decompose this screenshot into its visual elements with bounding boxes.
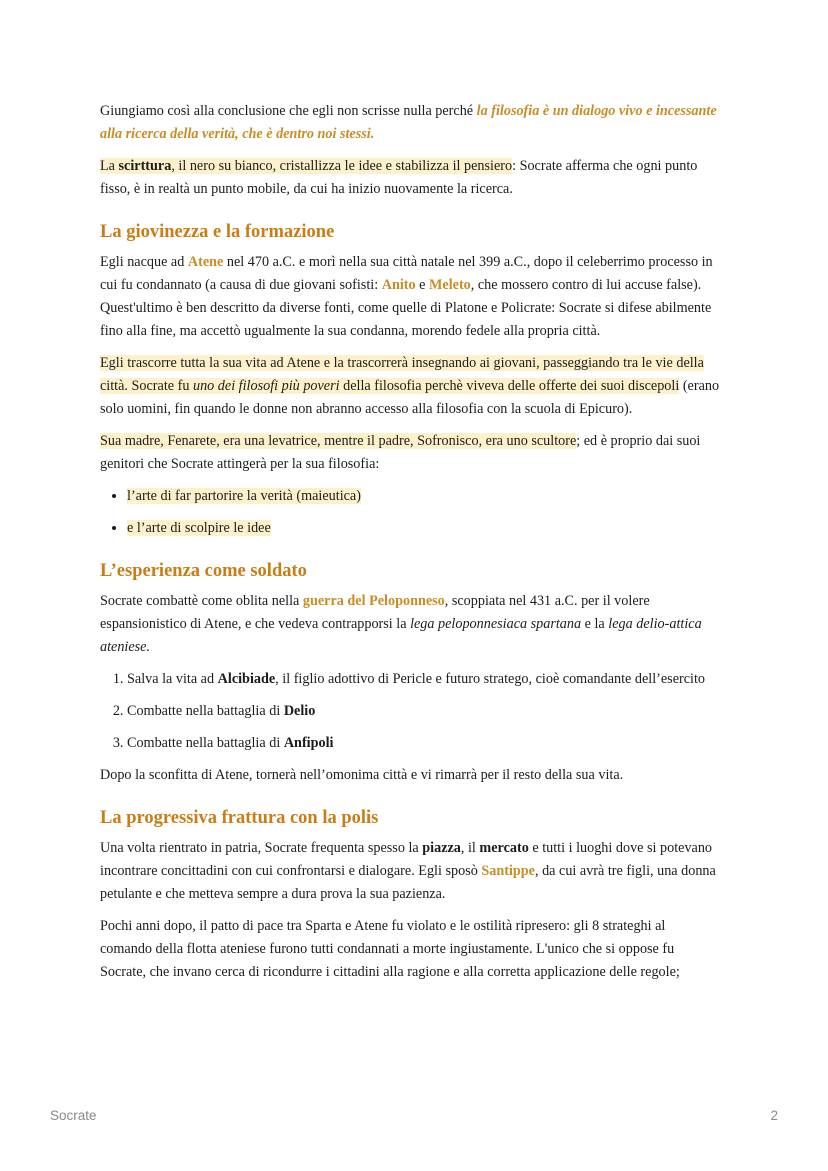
- paragraph-patria: [100, 837, 720, 906]
- list-item: [127, 668, 720, 691]
- text: Socrate combattè come oblita nella: [100, 593, 303, 609]
- heading-soldato: L’esperienza come soldato: [100, 561, 307, 581]
- heading-giovinezza: La giovinezza e la formazione: [100, 222, 335, 242]
- text: e: [415, 277, 430, 293]
- text: ; ed è proprio dai suoi genitori che Socrate attingerà per la sua filosofia:: [100, 433, 701, 472]
- bold-term: Delio: [283, 703, 316, 719]
- document-page: [100, 100, 720, 993]
- text: Combatte nella battaglia di: [127, 735, 284, 751]
- paragraph-genitori: [100, 430, 720, 476]
- paragraph-sconfitta: Dopo la sconfitta di Atene, tornerà nell’omonima città e vi rimarrà per il resto della sua vita.: [100, 767, 624, 783]
- highlighted-text: Sua madre, Fenarete, era una levatrice, mentre il padre, Sofronisco, era uno scultore: [100, 433, 577, 449]
- italic-text: lega delio-attica ateniese.: [100, 616, 702, 655]
- paragraph-conclusion: [100, 100, 720, 146]
- text: Giungiamo così alla conclusione che egli non scrisse nulla perché: [100, 103, 477, 119]
- italic-text: uno dei filosofi più poveri: [192, 378, 340, 394]
- text: (erano solo uomini, fin quando le donne non abranno accesso alla filosofia con la scuola di Epicuro).: [100, 378, 720, 417]
- text: , il nero su bianco, cristallizza le idee e stabilizza il pensiero: [171, 158, 513, 174]
- text: , il figlio adottivo di Pericle e futuro stratego, cioè comandante dell’esercito: [275, 671, 705, 687]
- italic-text: lega peloponnesiaca spartana: [410, 616, 582, 632]
- text: , scoppiata nel 431 a.C. per il volere espansionistico di Atene, e che vedeva contrapporsi la: [100, 593, 650, 632]
- text: Egli trascorre tutta la sua vita ad Atene e la trascorrerà insegnando ai giovani, passeggiando tra le vie della città. Socrate fu: [100, 355, 704, 394]
- bullet-list: [100, 485, 720, 540]
- paragraph-strateghi: Pochi anni dopo, il patto di pace tra Sparta e Atene fu violato e le ostilità ripresero: gli 8 strateghi al comando della flotta ateniese furono tutti condannati a morte ingiustamente. L'unico che si oppose fu Socrate, che invano cerca di ricondurre i cittadini alla ragione e alla corretta applicazione delle regole;: [100, 918, 680, 980]
- key-term: Atene: [187, 254, 224, 270]
- text: La: [100, 158, 119, 174]
- highlighted-text: [100, 355, 704, 394]
- text: , il: [460, 840, 480, 856]
- key-term: Meleto: [429, 277, 471, 293]
- numbered-list: [100, 668, 720, 755]
- list-item: [127, 517, 720, 540]
- bold-term: mercato: [479, 840, 529, 856]
- text: Egli nacque ad: [100, 254, 188, 270]
- text: Combatte nella battaglia di: [127, 703, 284, 719]
- text: , che mossero contro di lui accuse false). Quest'ultimo è ben descritto da diverse fonti, come quelle di Platone e Policrate: Socrate si difese abilmente fino alla fine, ma accettò ugualmente la sua condanna, morendo fedele alla propria città.: [100, 277, 712, 339]
- paragraph-nascita: [100, 251, 720, 343]
- text: della filosofia perchè viveva delle offerte dei suoi discepoli: [339, 378, 680, 394]
- text: Salva la vita ad: [127, 671, 218, 687]
- highlighted-text: l’arte di far partorire la verità (maieutica): [127, 488, 361, 504]
- highlighted-text: e l’arte di scolpire le idee: [127, 520, 271, 536]
- key-term: Santippe: [481, 863, 535, 879]
- text: e tutti i luoghi dove si potevano incontrare concittadini con cui confrontarsi e dialogare. Egli sposò: [100, 840, 713, 879]
- emphasis-text: la filosofia è un dialogo vivo e incessante alla ricerca della verità, che è dentro noi stessi.: [100, 103, 717, 142]
- key-term: guerra del Peloponneso: [302, 593, 445, 609]
- bold-term: Anfipoli: [283, 735, 334, 751]
- text: , da cui avrà tre figli, una donna petulante e che metteva sempre a dura prova la sua pazienza.: [100, 863, 716, 902]
- footer-title: Socrate: [50, 1108, 97, 1123]
- list-item: [127, 700, 720, 723]
- key-term: Anito: [381, 277, 416, 293]
- bold-term: Alcibiade: [217, 671, 276, 687]
- heading-polis: La progressiva frattura con la polis: [100, 808, 379, 828]
- bold-term: scirttura: [118, 158, 172, 174]
- list-item: [127, 732, 720, 755]
- text: : Socrate afferma che ogni punto fisso, è in realtà un punto mobile, da cui ha inizio nuovamente la ricerca.: [100, 158, 698, 197]
- bold-term: piazza: [422, 840, 461, 856]
- paragraph-vita-atene: [100, 352, 720, 421]
- paragraph-guerra: [100, 590, 720, 659]
- list-item: [127, 485, 720, 508]
- paragraph-scrittura: [100, 155, 720, 201]
- text: nel 470 a.C. e morì nella sua città natale nel 399 a.C., dopo il celeberrimo processo in cui fu condannato (a causa di due giovani sofisti:: [100, 254, 713, 293]
- text: Una volta rientrato in patria, Socrate frequenta spesso la: [100, 840, 423, 856]
- highlighted-text: [100, 158, 512, 174]
- text: e la: [581, 616, 609, 632]
- page-number: 2: [770, 1108, 778, 1123]
